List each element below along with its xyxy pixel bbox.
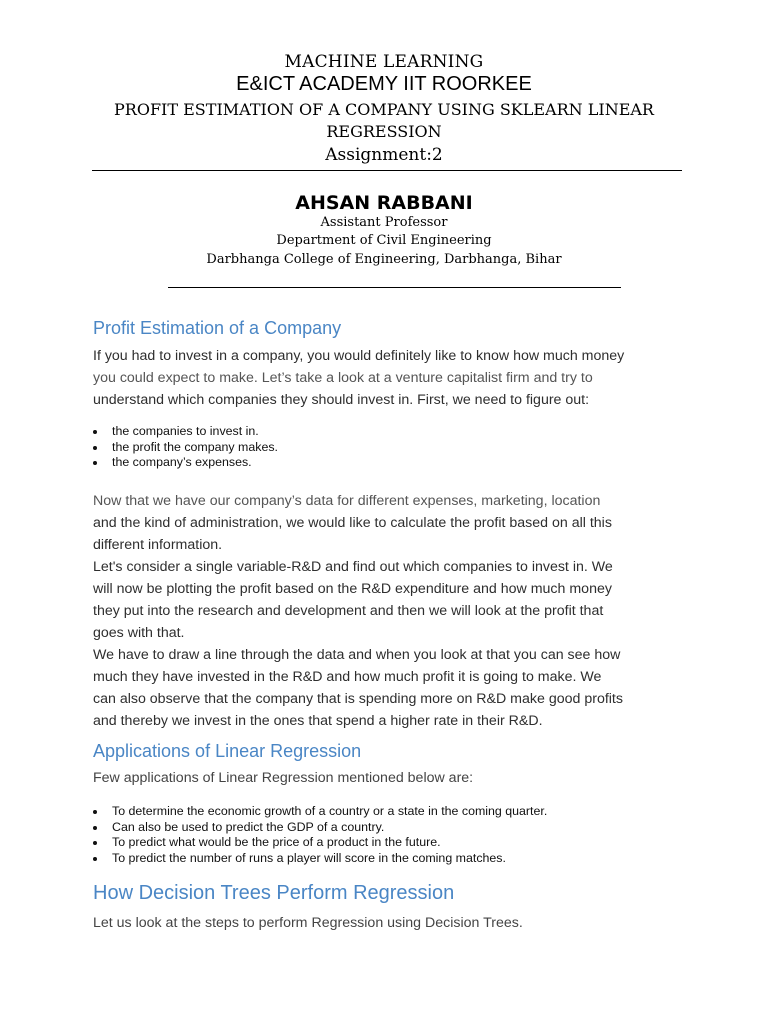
section-heading-applications: Applications of Linear Regression: [93, 741, 362, 761]
text-line: can also observe that the company that is spending more on R&D make good profits: [93, 691, 623, 707]
author-name: AHSAN RABBANI: [295, 192, 473, 214]
text-line: and thereby we invest in the ones that spend a higher rate in their R&D.: [93, 713, 543, 729]
document-title: [0, 99, 768, 143]
text-line: will now be plotting the profit based on the R&D expenditure and how much money: [93, 581, 612, 597]
text-line: We have to draw a line through the data and when you look at that you can see how: [93, 647, 621, 663]
bullet-list-figure-out: [93, 424, 683, 471]
applications-intro: Few applications of Linear Regression mentioned below are:: [93, 770, 474, 786]
list-item: To determine the economic growth of a country or a state in the coming quarter.: [93, 804, 683, 820]
bullet-list-applications: [93, 804, 683, 866]
list-item: the companies to invest in.: [93, 424, 683, 440]
section-intro-paragraph: [93, 345, 683, 411]
document-title-line-1: PROFIT ESTIMATION OF A COMPANY USING SKLEARN LINEAR: [114, 100, 654, 119]
assignment-label: Assignment:2: [325, 145, 443, 165]
text-line: you could expect to make. Let’s take a look at a venture capitalist firm and try to: [93, 370, 593, 386]
list-item: Can also be used to predict the GDP of a country.: [93, 820, 683, 836]
text-line: understand which companies they should invest in. First, we need to figure out:: [93, 392, 590, 408]
list-item: To predict what would be the price of a product in the future.: [93, 835, 683, 851]
text-line: goes with that.: [93, 625, 185, 641]
section-heading-profit-estimation: Profit Estimation of a Company: [93, 318, 342, 338]
author-department: Department of Civil Engineering: [276, 233, 492, 248]
author-divider: [168, 287, 621, 288]
text-line: they put into the research and development and then we will look at the profit that: [93, 603, 604, 619]
header-divider: [92, 170, 682, 171]
text-line: and the kind of administration, we would like to calculate the profit based on all this: [93, 515, 612, 531]
text-line: Let's consider a single variable-R&D and find out which companies to invest in. We: [93, 559, 613, 575]
academy-title: E&ICT ACADEMY IIT ROORKEE: [236, 73, 532, 95]
author-position: Assistant Professor: [320, 215, 448, 230]
list-item: the profit the company makes.: [93, 440, 683, 456]
section-heading-decision-trees: How Decision Trees Perform Regression: [93, 882, 455, 904]
section-body-paragraph: [93, 490, 683, 732]
document-title-line-2: REGRESSION: [326, 122, 442, 141]
text-line: much they have invested in the R&D and how much profit it is going to make. We: [93, 669, 602, 685]
author-institution: Darbhanga College of Engineering, Darbhanga, Bihar: [206, 252, 562, 267]
list-item: To predict the number of runs a player will score in the coming matches.: [93, 851, 683, 867]
course-title: MACHINE LEARNING: [284, 52, 484, 72]
list-item: the company’s expenses.: [93, 455, 683, 471]
text-line: different information.: [93, 537, 223, 553]
text-line: Now that we have our company’s data for different expenses, marketing, location: [93, 493, 601, 509]
decision-trees-intro: Let us look at the steps to perform Regression using Decision Trees.: [93, 915, 523, 931]
text-line: If you had to invest in a company, you would definitely like to know how much money: [93, 348, 625, 364]
